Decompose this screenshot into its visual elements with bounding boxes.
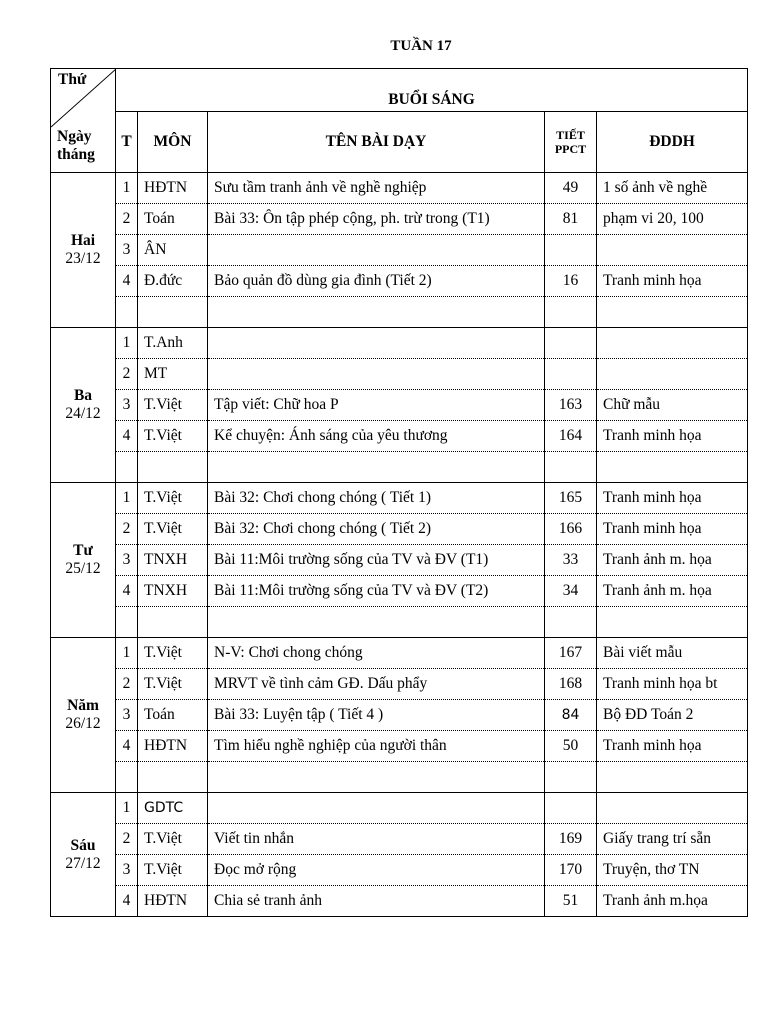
table-row (51, 235, 748, 266)
table-row (51, 421, 748, 452)
lesson-title-cell: Bài 11:Môi trường sống của TV và ĐV (T1) (208, 545, 545, 576)
col-header-ten-bai-day: TÊN BÀI DẠY (208, 112, 545, 173)
day-name: Hai (70, 232, 96, 249)
period-number-cell (545, 297, 597, 328)
teaching-aid-cell: Tranh ảnh m. họa (597, 576, 748, 607)
table-row (51, 669, 748, 700)
period-cell: 4 (116, 731, 138, 762)
thu-label: Thứ (58, 71, 87, 88)
period-cell: 1 (116, 173, 138, 204)
teaching-aid-cell (597, 607, 748, 638)
period-number-cell: 34 (545, 576, 597, 607)
table-row (51, 266, 748, 297)
lesson-title-cell (208, 607, 545, 638)
period-cell: 4 (116, 421, 138, 452)
col-header-tiet-ppct: TIẾT PPCT (545, 112, 597, 173)
table-row (51, 638, 748, 669)
lesson-title-cell: Kể chuyện: Ánh sáng của yêu thương (208, 421, 545, 452)
period-number-cell: 51 (545, 886, 597, 917)
week-title: TUẦN 17 (390, 38, 452, 54)
period-number-cell: 16 (545, 266, 597, 297)
period-cell: 3 (116, 700, 138, 731)
subject-cell: Đ.đức (138, 266, 208, 297)
period-cell: 3 (116, 545, 138, 576)
period-cell: 1 (116, 638, 138, 669)
lesson-title-cell (208, 328, 545, 359)
day-date: 23/12 (65, 250, 101, 267)
col-header-t: T (116, 112, 138, 173)
day-date: 26/12 (65, 715, 101, 732)
teaching-aid-cell: Tranh minh họa (597, 514, 748, 545)
subject-cell: HĐTN (138, 731, 208, 762)
subject-cell: T.Việt (138, 390, 208, 421)
teaching-aid-cell: Giấy trang trí sẵn (597, 824, 748, 855)
table-row (51, 545, 748, 576)
table-row (51, 328, 748, 359)
table-row (51, 793, 748, 824)
subject-cell: HĐTN (138, 886, 208, 917)
col-header-dddh: ĐDDH (597, 112, 748, 173)
subject-cell: T.Việt (138, 824, 208, 855)
teaching-aid-cell (597, 297, 748, 328)
teaching-aid-cell (597, 452, 748, 483)
period-number-cell (545, 328, 597, 359)
table-row (51, 731, 748, 762)
table-row (51, 204, 748, 235)
session-header: BUỔI SÁNG (116, 69, 748, 112)
teaching-aid-cell: Tranh minh họa (597, 731, 748, 762)
period-number-cell: 170 (545, 855, 597, 886)
teaching-aid-cell: Bộ ĐD Toán 2 (597, 700, 748, 731)
lesson-title-cell: Bảo quản đồ dùng gia đình (Tiết 2) (208, 266, 545, 297)
period-cell: 1 (116, 328, 138, 359)
period-number-cell: 165 (545, 483, 597, 514)
lesson-title-cell: Tìm hiểu nghề nghiệp của người thân (208, 731, 545, 762)
subject-cell (138, 762, 208, 793)
lesson-title-cell: MRVT về tình cảm GĐ. Dấu phẩy (208, 669, 545, 700)
day-name: Tư (73, 542, 93, 559)
period-number-cell: 167 (545, 638, 597, 669)
day-date: 24/12 (65, 405, 101, 422)
period-cell: 3 (116, 235, 138, 266)
period-number-cell: 49 (545, 173, 597, 204)
period-number-cell (545, 762, 597, 793)
day-cell (51, 638, 116, 793)
day-date: 25/12 (65, 560, 101, 577)
teaching-aid-cell: phạm vi 20, 100 (597, 204, 748, 235)
schedule-body (51, 173, 748, 917)
table-row (51, 390, 748, 421)
teaching-aid-cell: Tranh ảnh m. họa (597, 545, 748, 576)
period-number-cell: 84 (545, 700, 597, 731)
lesson-title-cell: Bài 33: Luyện tập ( Tiết 4 ) (208, 700, 545, 731)
period-cell: 3 (116, 855, 138, 886)
table-row (51, 576, 748, 607)
lesson-title-cell (208, 452, 545, 483)
table-row (51, 824, 748, 855)
day-name: Sáu (70, 836, 96, 854)
lesson-title-cell (208, 235, 545, 266)
period-cell (116, 297, 138, 328)
period-cell: 4 (116, 886, 138, 917)
lesson-title-cell: Bài 33: Ôn tập phép cộng, ph. trừ trong (T1) (208, 204, 545, 235)
table-row (51, 297, 748, 328)
subject-cell: Toán (138, 204, 208, 235)
period-cell: 2 (116, 824, 138, 855)
schedule-table (50, 68, 748, 917)
lesson-title-cell: Bài 11:Môi trường sống của TV và ĐV (T2) (208, 576, 545, 607)
table-row (51, 483, 748, 514)
period-number-cell: 169 (545, 824, 597, 855)
subject-cell: T.Việt (138, 514, 208, 545)
period-number-cell (545, 359, 597, 390)
subject-cell (138, 452, 208, 483)
lesson-title-cell: Viết tin nhắn (208, 824, 545, 855)
period-cell: 2 (116, 669, 138, 700)
day-name: Năm (67, 697, 99, 714)
day-date-header-cell (51, 69, 116, 173)
lesson-title-cell (208, 762, 545, 793)
period-number-cell (545, 793, 597, 824)
lesson-title-cell (208, 793, 545, 824)
table-row (51, 514, 748, 545)
period-cell: 3 (116, 390, 138, 421)
table-row (51, 700, 748, 731)
teaching-aid-cell: Chữ mẫu (597, 390, 748, 421)
subject-cell: Toán (138, 700, 208, 731)
subject-cell: T.Việt (138, 855, 208, 886)
day-cell (51, 793, 116, 917)
subject-cell: HĐTN (138, 173, 208, 204)
teaching-aid-cell: Tranh minh họa (597, 421, 748, 452)
day-cell (51, 483, 116, 638)
teaching-aid-cell: Tranh minh họa (597, 483, 748, 514)
period-number-cell (545, 452, 597, 483)
lesson-title-cell (208, 297, 545, 328)
period-cell: 2 (116, 514, 138, 545)
period-cell: 2 (116, 204, 138, 235)
subject-cell (138, 297, 208, 328)
lesson-title-cell (208, 359, 545, 390)
day-cell (51, 173, 116, 328)
table-row (51, 359, 748, 390)
subject-cell: T.Việt (138, 421, 208, 452)
period-cell: 1 (116, 793, 138, 824)
subject-cell: TNXH (138, 545, 208, 576)
subject-cell: T.Việt (138, 638, 208, 669)
lesson-title-cell: N-V: Chơi chong chóng (208, 638, 545, 669)
period-number-cell: 81 (545, 204, 597, 235)
lesson-title-cell: Đọc mở rộng (208, 855, 545, 886)
period-number-cell: 168 (545, 669, 597, 700)
subject-cell: MT (138, 359, 208, 390)
subject-cell (138, 607, 208, 638)
period-cell (116, 607, 138, 638)
ngay-thang-label: Ngày tháng (57, 128, 95, 163)
table-row (51, 855, 748, 886)
period-cell (116, 762, 138, 793)
period-cell (116, 452, 138, 483)
period-number-cell: 33 (545, 545, 597, 576)
table-row (51, 762, 748, 793)
period-number-cell: 163 (545, 390, 597, 421)
subject-cell: GDTC (138, 793, 208, 824)
period-cell: 1 (116, 483, 138, 514)
day-cell (51, 328, 116, 483)
table-row (51, 607, 748, 638)
subject-cell: T.Việt (138, 483, 208, 514)
teaching-aid-cell (597, 793, 748, 824)
col-header-mon: MÔN (138, 112, 208, 173)
teaching-aid-cell (597, 235, 748, 266)
teaching-aid-cell (597, 359, 748, 390)
period-number-cell (545, 607, 597, 638)
period-cell: 4 (116, 576, 138, 607)
subject-cell: T.Việt (138, 669, 208, 700)
period-number-cell: 166 (545, 514, 597, 545)
day-date: 27/12 (65, 854, 101, 872)
lesson-title-cell: Sưu tầm tranh ảnh về nghề nghiệp (208, 173, 545, 204)
lesson-title-cell: Chia sẻ tranh ảnh (208, 886, 545, 917)
period-number-cell (545, 235, 597, 266)
teaching-aid-cell (597, 762, 748, 793)
teaching-aid-cell: Bài viết mẫu (597, 638, 748, 669)
table-row (51, 173, 748, 204)
teaching-aid-cell: 1 số ảnh về nghề (597, 173, 748, 204)
lesson-title-cell: Bài 32: Chơi chong chóng ( Tiết 1) (208, 483, 545, 514)
teaching-aid-cell: Tranh minh họa bt (597, 669, 748, 700)
teaching-aid-cell: Truyện, thơ TN (597, 855, 748, 886)
teaching-aid-cell (597, 328, 748, 359)
period-number-cell: 50 (545, 731, 597, 762)
teaching-aid-cell: Tranh minh họa (597, 266, 748, 297)
table-row (51, 452, 748, 483)
lesson-title-cell: Bài 32: Chơi chong chóng ( Tiết 2) (208, 514, 545, 545)
teaching-aid-cell: Tranh ảnh m.họa (597, 886, 748, 917)
table-row (51, 886, 748, 917)
period-cell: 2 (116, 359, 138, 390)
day-name: Ba (73, 387, 93, 404)
period-number-cell: 164 (545, 421, 597, 452)
subject-cell: ÂN (138, 235, 208, 266)
subject-cell: T.Anh (138, 328, 208, 359)
lesson-title-cell: Tập viết: Chữ hoa P (208, 390, 545, 421)
period-cell: 4 (116, 266, 138, 297)
subject-cell: TNXH (138, 576, 208, 607)
